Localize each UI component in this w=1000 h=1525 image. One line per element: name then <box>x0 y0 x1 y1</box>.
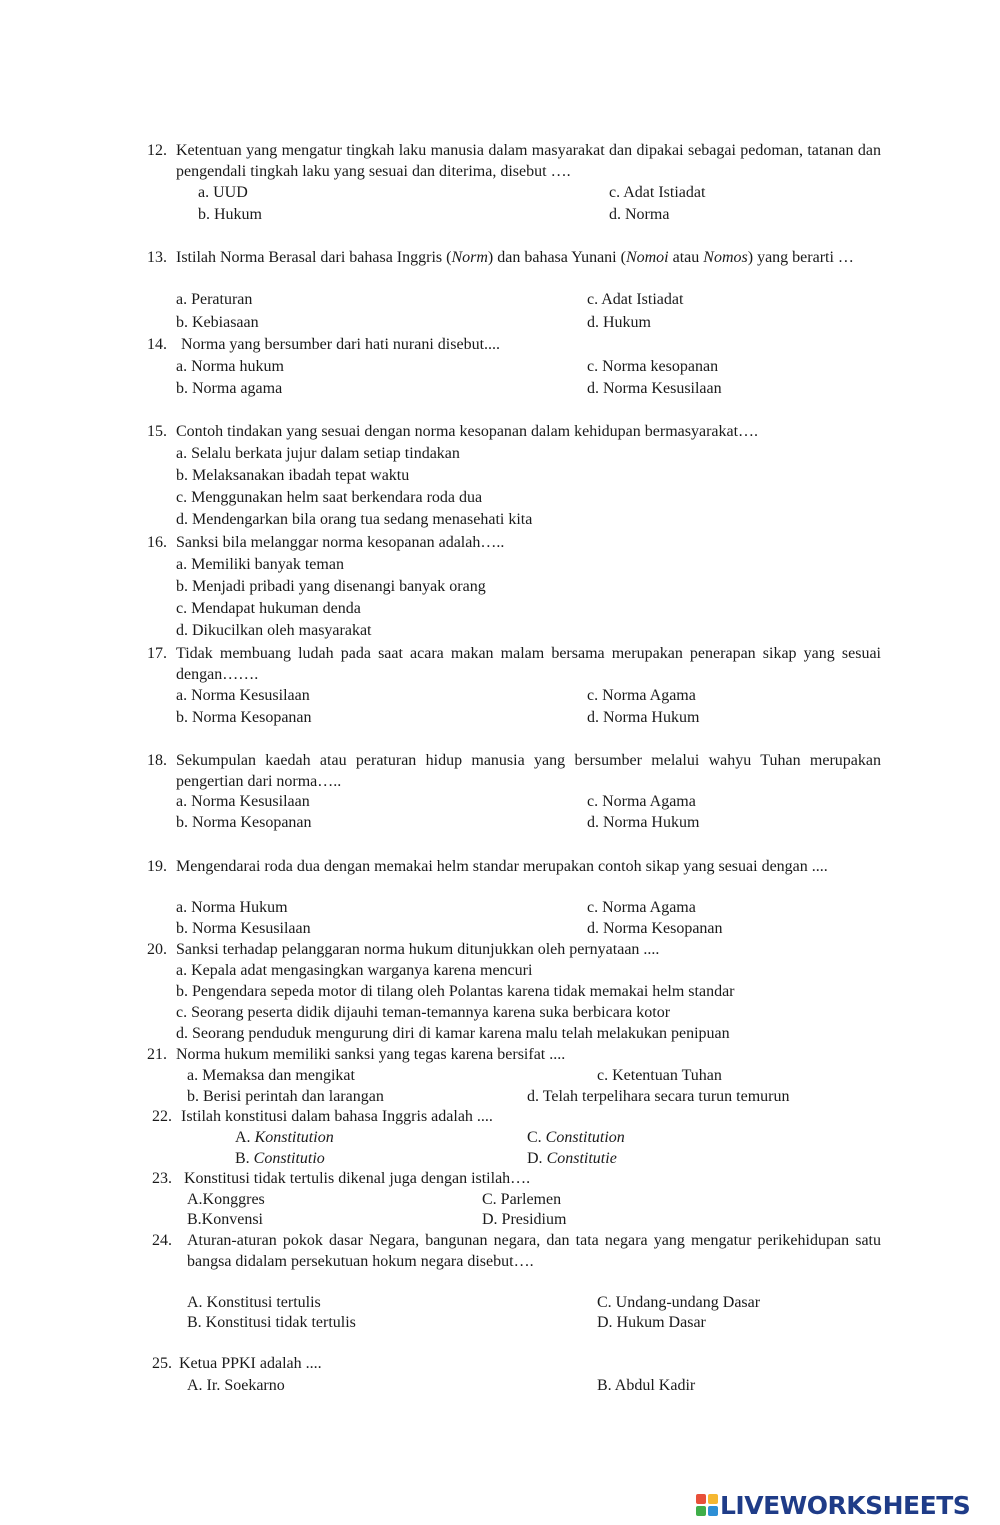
option-b: b. Kebiasaan <box>176 314 259 331</box>
logo-mark-icon <box>696 1494 718 1516</box>
option-d: d. Norma Kesusilaan <box>587 380 722 397</box>
option-d: D. Presidium <box>482 1211 567 1228</box>
option-c: c. Norma Agama <box>587 687 696 704</box>
question-text: Ketentuan yang mengatur tingkah laku manusia dalam masyarakat dan dipakai sebagai pedoman, tatanan dan pengendali tingkah laku yang sesuai dan diterima, disebut …. <box>176 142 881 180</box>
question-text: Konstitusi tidak tertulis dikenal juga dengan istilah…. <box>184 1170 531 1187</box>
question-number: 24. <box>152 1232 172 1249</box>
option-a: a. Selalu berkata jujur dalam setiap tindakan <box>176 445 460 462</box>
question-text: Tidak membuang ludah pada saat acara makan malam bersama merupakan penerapan sikap yang sesuai dengan……. <box>176 645 881 683</box>
question-13 <box>147 248 881 269</box>
question-number: 15. <box>147 423 167 440</box>
option-d: d. Norma <box>609 206 670 223</box>
question-text: Sanksi bila melanggar norma kesopanan adalah….. <box>176 534 505 551</box>
question-text: Norma yang bersumber dari hati nurani disebut.... <box>181 336 501 353</box>
option-a: A. Konstitusi tertulis <box>187 1294 321 1311</box>
question-24 <box>152 1231 881 1272</box>
question-number: 21. <box>147 1046 167 1063</box>
option-a: a. UUD <box>198 184 248 201</box>
question-text: Istilah Norma Berasal dari bahasa Inggris (Norm) dan bahasa Yunani (Nomoi atau Nomos) yang berarti … <box>176 249 854 266</box>
question-text: Sekumpulan kaedah atau peraturan hidup manusia yang bersumber melalui wahyu Tuhan merupakan pengertian dari norma….. <box>176 752 881 790</box>
question-text: Mengendarai roda dua dengan memakai helm standar merupakan contoh sikap yang sesuai dengan .... <box>176 858 828 875</box>
option-c: c. Adat Istiadat <box>587 291 684 308</box>
option-a: A.Konggres <box>187 1191 265 1208</box>
option-b: b. Norma Kesopanan <box>176 709 312 726</box>
question-number: 20. <box>147 941 167 958</box>
question-number: 17. <box>147 645 167 662</box>
option-a: a. Memaksa dan mengikat <box>187 1067 355 1084</box>
option-a: A. Konstitution <box>235 1129 334 1146</box>
question-number: 23. <box>152 1170 172 1187</box>
option-c: c. Norma Agama <box>587 899 696 916</box>
option-b: B. Konstitusi tidak tertulis <box>187 1314 356 1331</box>
option-b: b. Menjadi pribadi yang disenangi banyak orang <box>176 578 486 595</box>
logo-square <box>708 1506 718 1516</box>
option-d: d. Norma Kesopanan <box>587 920 723 937</box>
option-b: B. Constitutio <box>235 1150 325 1167</box>
logo-square <box>696 1506 706 1516</box>
question-text: Aturan-aturan pokok dasar Negara, bangunan negara, dan tata negara yang mengatur perikehidupan satu bangsa didalam persekutuan hokum negara disebut…. <box>187 1232 881 1270</box>
question-number: 22. <box>152 1108 172 1125</box>
option-d: d. Dikucilkan oleh masyarakat <box>176 622 372 639</box>
option-b: b. Norma Kesopanan <box>176 814 312 831</box>
question-number: 19. <box>147 858 167 875</box>
option-a: a. Norma hukum <box>176 358 284 375</box>
option-a: a. Norma Kesusilaan <box>176 687 310 704</box>
option-c: C. Constitution <box>527 1129 625 1146</box>
option-b: B.Konvensi <box>187 1211 263 1228</box>
option-b: B. Abdul Kadir <box>597 1377 696 1394</box>
question-number: 25. <box>152 1355 172 1372</box>
option-b: b. Melaksanakan ibadah tepat waktu <box>176 467 410 484</box>
option-c: c. Norma Agama <box>587 793 696 810</box>
question-number: 18. <box>147 752 167 769</box>
question-number: 12. <box>147 142 167 159</box>
logo-square <box>708 1494 718 1504</box>
question-17 <box>147 644 881 685</box>
option-b: b. Berisi perintah dan larangan <box>187 1088 384 1105</box>
option-a: a. Memiliki banyak teman <box>176 556 344 573</box>
question-12 <box>147 141 881 182</box>
logo-text: LIVEWORKSHEETS <box>720 1490 971 1520</box>
option-d: d. Mendengarkan bila orang tua sedang menasehati kita <box>176 511 533 528</box>
question-text: Contoh tindakan yang sesuai dengan norma kesopanan dalam kehidupan bermasyarakat…. <box>176 423 759 440</box>
question-text: Norma hukum memiliki sanksi yang tegas karena bersifat .... <box>176 1046 566 1063</box>
option-b: b. Hukum <box>198 206 262 223</box>
liveworksheets-logo <box>696 1490 970 1520</box>
question-text: Sanksi terhadap pelanggaran norma hukum ditunjukkan oleh pernyataan .... <box>176 941 660 958</box>
option-d: d. Telah terpelihara secara turun temurun <box>527 1088 790 1105</box>
question-19 <box>147 857 881 878</box>
question-number: 13. <box>147 249 167 266</box>
question-number: 16. <box>147 534 167 551</box>
option-c: c. Ketentuan Tuhan <box>597 1067 722 1084</box>
question-text: Istilah konstitusi dalam bahasa Inggris adalah .... <box>181 1108 493 1125</box>
option-c: c. Menggunakan helm saat berkendara roda dua <box>176 489 483 506</box>
option-d: d. Seorang penduduk mengurung diri di kamar karena malu telah melakukan penipuan <box>176 1025 730 1042</box>
option-a: a. Norma Hukum <box>176 899 288 916</box>
option-a: A. Ir. Soekarno <box>187 1377 285 1394</box>
option-b: b. Norma agama <box>176 380 283 397</box>
option-c: C. Parlemen <box>482 1191 562 1208</box>
question-18 <box>147 751 881 792</box>
question-number: 14. <box>147 336 167 353</box>
option-c: c. Adat Istiadat <box>609 184 706 201</box>
option-c: c. Mendapat hukuman denda <box>176 600 361 617</box>
option-c: C. Undang-undang Dasar <box>597 1294 761 1311</box>
option-b: b. Norma Kesusilaan <box>176 920 311 937</box>
option-d: d. Norma Hukum <box>587 709 700 726</box>
option-d: d. Norma Hukum <box>587 814 700 831</box>
option-b: b. Pengendara sepeda motor di tilang oleh Polantas karena tidak memakai helm standar <box>176 983 735 1000</box>
option-d: D. Hukum Dasar <box>597 1314 706 1331</box>
option-d: d. Hukum <box>587 314 651 331</box>
option-d: D. Constitutie <box>527 1150 617 1167</box>
option-c: c. Norma kesopanan <box>587 358 719 375</box>
option-c: c. Seorang peserta didik dijauhi teman-temannya karena suka berbicara kotor <box>176 1004 671 1021</box>
logo-square <box>696 1494 706 1504</box>
option-a: a. Kepala adat mengasingkan warganya karena mencuri <box>176 962 533 979</box>
option-a: a. Norma Kesusilaan <box>176 793 310 810</box>
option-a: a. Peraturan <box>176 291 253 308</box>
question-text: Ketua PPKI adalah .... <box>179 1355 322 1372</box>
